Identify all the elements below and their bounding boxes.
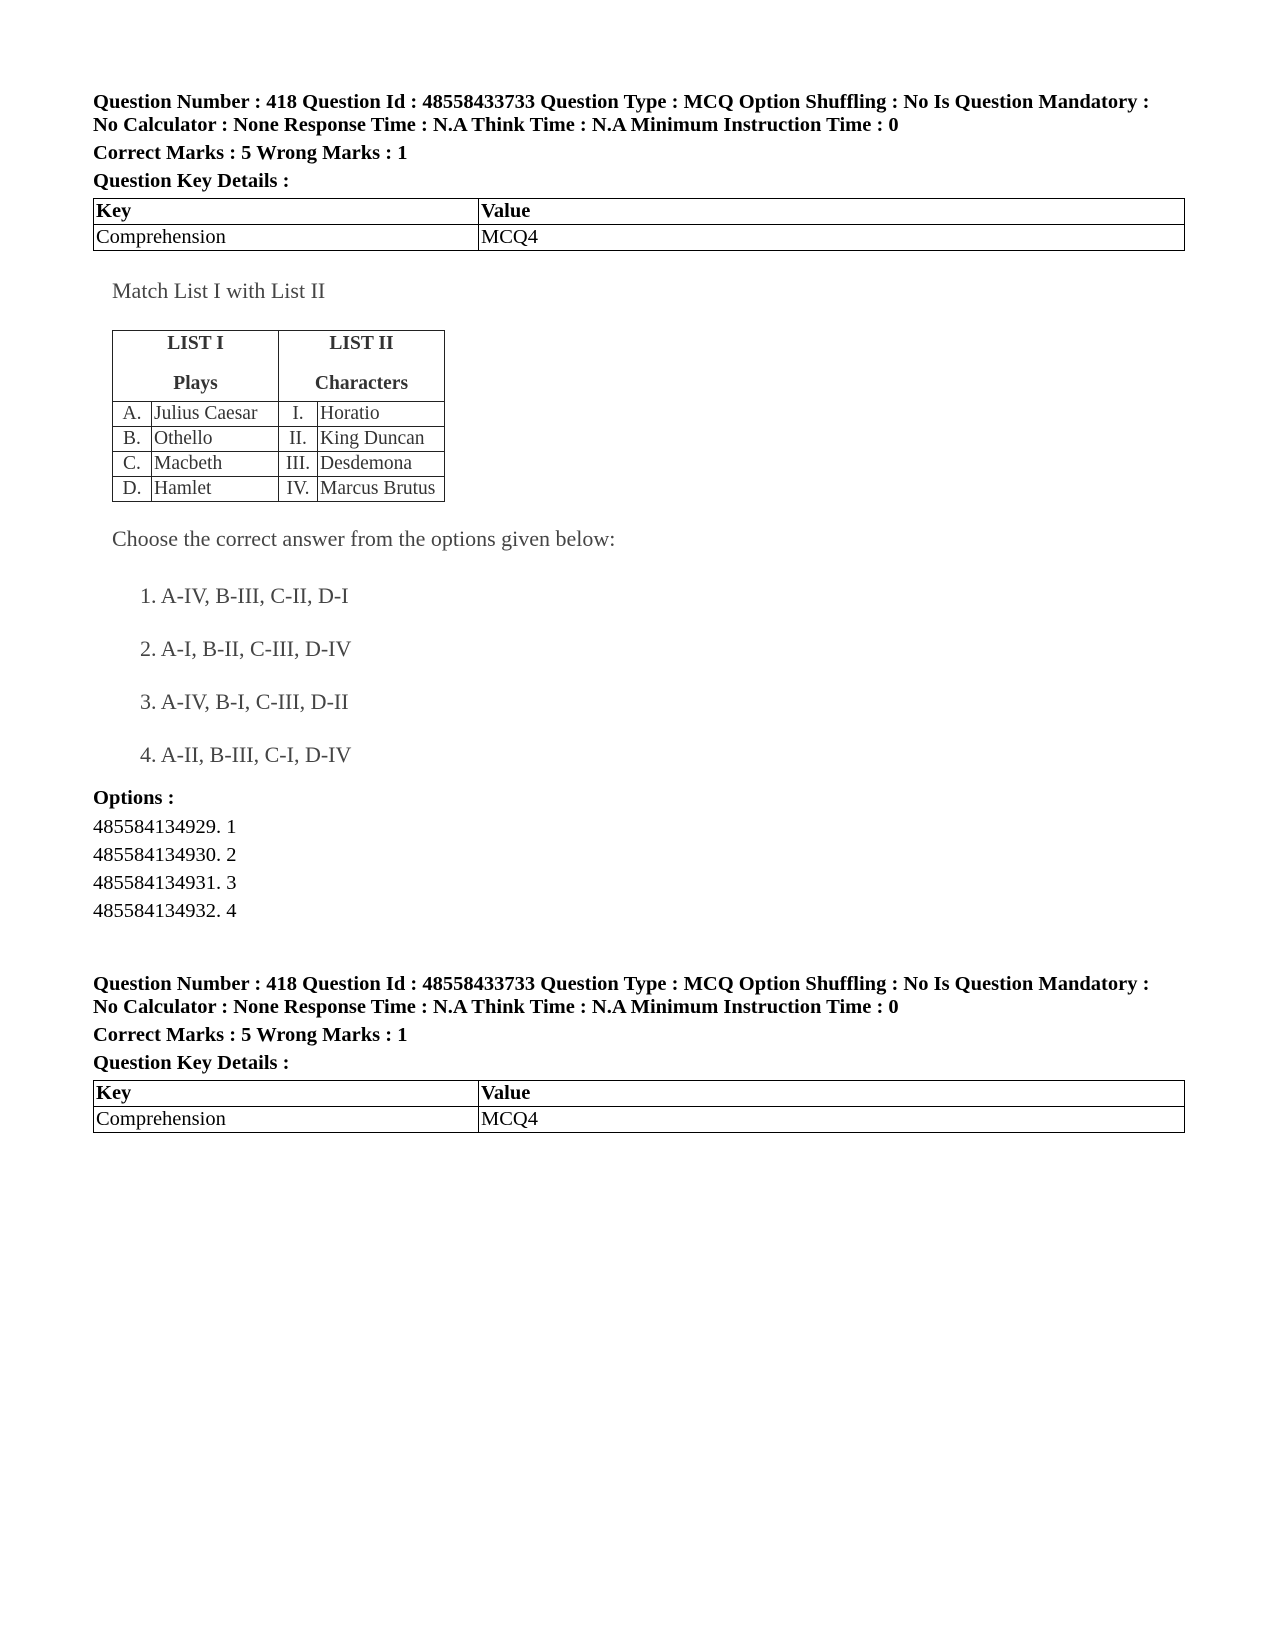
match-row — [113, 452, 445, 477]
list2-label: II. — [279, 427, 318, 452]
key-details-table — [93, 1080, 1185, 1133]
key-details-label: Question Key Details : — [93, 170, 290, 192]
answer-option: 3. A-IV, B-I, C-III, D-II — [140, 689, 349, 714]
option-id-line: 485584134931. 3 — [93, 872, 237, 894]
list1-title: LIST I — [167, 333, 224, 354]
list2-title: LIST II — [329, 333, 394, 354]
value-cell: MCQ4 — [479, 1107, 1185, 1133]
key-table-header-row — [94, 199, 1185, 225]
marks-line: Correct Marks : 5 Wrong Marks : 1 — [93, 1024, 408, 1046]
list2-value: Marcus Brutus — [318, 477, 445, 502]
key-cell: Comprehension — [94, 225, 479, 251]
answer-option: 2. A-I, B-II, C-III, D-IV — [140, 636, 352, 661]
list2-label: III. — [279, 452, 318, 477]
value-cell: MCQ4 — [479, 225, 1185, 251]
key-details-label: Question Key Details : — [93, 1052, 290, 1074]
list2-value: Horatio — [318, 402, 445, 427]
match-row — [113, 427, 445, 452]
match-table — [112, 330, 445, 502]
list2-header — [279, 331, 445, 402]
question-header-line-1: Question Number : 418 Question Id : 48558433733 Question Type : MCQ Option Shuffling : No Is Question Mandatory : — [93, 91, 1150, 113]
list2-value: King Duncan — [318, 427, 445, 452]
list1-subtitle: Plays — [173, 373, 218, 394]
question-image — [93, 268, 713, 778]
list1-label: C. — [113, 452, 152, 477]
list1-value: Julius Caesar — [152, 402, 279, 427]
list1-value: Hamlet — [152, 477, 279, 502]
key-cell: Comprehension — [94, 1107, 479, 1133]
option-id-line: 485584134932. 4 — [93, 900, 237, 922]
question-intro: Match List I with List II — [112, 278, 326, 303]
answer-option: 4. A-II, B-III, C-I, D-IV — [140, 742, 352, 767]
marks-line: Correct Marks : 5 Wrong Marks : 1 — [93, 142, 408, 164]
match-row — [113, 402, 445, 427]
list1-value: Macbeth — [152, 452, 279, 477]
key-column-header: Key — [94, 1081, 479, 1107]
list2-subtitle: Characters — [314, 373, 409, 394]
match-row — [113, 477, 445, 502]
list1-value: Othello — [152, 427, 279, 452]
list1-header — [113, 331, 279, 402]
key-table-row — [94, 225, 1185, 251]
question-header-block-1 — [93, 91, 1185, 251]
key-table-header-row — [94, 1081, 1185, 1107]
list2-label: I. — [279, 402, 318, 427]
value-column-header: Value — [479, 199, 1185, 225]
value-column-header: Value — [479, 1081, 1185, 1107]
match-table-header-row — [113, 331, 445, 402]
question-header-line-1: Question Number : 418 Question Id : 48558433733 Question Type : MCQ Option Shuffling : No Is Question Mandatory : — [93, 973, 1150, 995]
key-column-header: Key — [94, 199, 479, 225]
option-id-line: 485584134930. 2 — [93, 844, 237, 866]
list1-label: A. — [113, 402, 152, 427]
option-id-line: 485584134929. 1 — [93, 816, 237, 838]
question-header-line-2: No Calculator : None Response Time : N.A Think Time : N.A Minimum Instruction Time : 0 — [93, 114, 899, 136]
list2-label: IV. — [279, 477, 318, 502]
key-table-row — [94, 1107, 1185, 1133]
list2-value: Desdemona — [318, 452, 445, 477]
question-header-line-2: No Calculator : None Response Time : N.A Think Time : N.A Minimum Instruction Time : 0 — [93, 996, 899, 1018]
list1-label: B. — [113, 427, 152, 452]
choose-instruction: Choose the correct answer from the options given below: — [112, 526, 616, 551]
answer-option: 1. A-IV, B-III, C-II, D-I — [140, 583, 349, 608]
list1-label: D. — [113, 477, 152, 502]
options-label: Options : — [93, 787, 175, 809]
key-details-table — [93, 198, 1185, 251]
question-header-block-2 — [93, 973, 1185, 1133]
